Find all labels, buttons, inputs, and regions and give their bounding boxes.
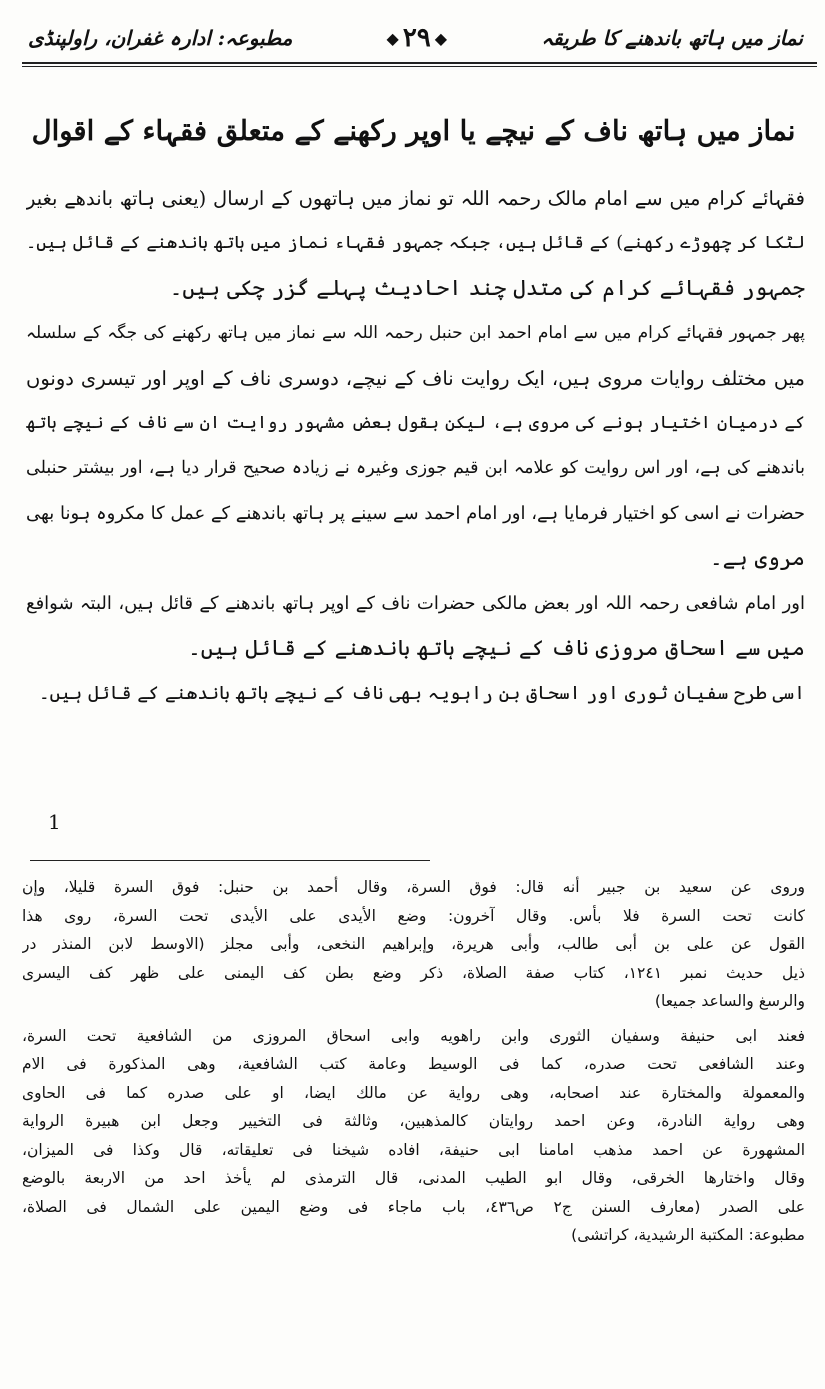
body-text — [26, 176, 805, 716]
footnote-line: مطبوعة: المكتبة الرشيدية، كراتشى) — [571, 1226, 805, 1244]
body-line: لٹکا کر چھوڑے رکھنے) کے قائل ہیں، جبکہ جمہور فقہاء نماز میں ہاتھ باندھنے کے قائل ہیں۔ — [26, 233, 805, 253]
body-line: باندھنے کی ہے، اور اس روایت کو علامہ ابن قیم جوزی وغیرہ نے زیادہ صحیح قرار دیا ہے، اور بیشتر حنبلی — [26, 458, 805, 478]
footnote-line: كانت تحت السرة فلا بأس. وقال آخرون: وضع الأيدى على الأيدى تحت السرة، روى هذا — [22, 906, 805, 925]
header-publisher: مطبوعہ: ادارہ غفران، راولپنڈی — [28, 26, 293, 50]
footnote-line: وقال واختارها الخرقى، وقال ابو الطيب المدنى، قال الترمذى لم يأخذ احد من الاربعة بالوضع — [22, 1169, 805, 1187]
running-header — [28, 18, 803, 58]
body-line: اسی طرح سفیان ثوری اور اسحاق بن راہویہ بھی ناف کے نیچے ہاتھ باندھنے کے قائل ہیں۔ — [38, 683, 805, 704]
page-number-box — [387, 23, 448, 53]
ornament-right-icon: ◆ — [434, 28, 448, 48]
footnotes — [22, 873, 805, 1250]
page-number: ۲۹ — [402, 23, 431, 53]
body-line: میں سے اسحاق مروزی ناف کے نیچے ہاتھ باندھنے کے قائل ہیں۔ — [188, 636, 805, 661]
footnote-line: المشهورة عن احمد مذهب امامنا ابى حنيفة، افاده شيخنا فى تعليقاته، قال وكذا فى الميزان، — [22, 1140, 805, 1159]
footnote-line: فعند ابى حنيفة وسفيان الثورى وابن راهويه وابى اسحاق المروزى من الشافعية تحت السرة، — [22, 1026, 805, 1045]
body-line: جمہور فقہائے کرام کی متدل چند احادیث پہلے گزر چکی ہیں۔ — [169, 276, 805, 301]
body-line: کے درمیان اختیار ہونے کی مروی ہے، لیکن بقول بعض مشہور روایت ان سے ناف کے نیچے ہاتھ — [26, 413, 805, 433]
footnote-line: والرسغ والساعد جميعا) — [654, 992, 805, 1010]
section-heading: نماز میں ہاتھ ناف کے نیچے یا اوپر رکھنے کے متعلق فقہاء کے اقوال — [31, 115, 796, 147]
header-rule-thin — [22, 66, 817, 67]
footnote-marker: 1 — [48, 810, 61, 834]
footnote-line: وروی عن سعید بن جبیر أنه قال: فوق السرة، وقال أحمد بن حنبل: فوق السرة قليلا، وإن — [22, 878, 805, 896]
header-rule — [22, 62, 817, 64]
footnote-line: وعند الشافعى تحت صدره، كما فى الوسيط وعامة كتب الشافعية، وهى المذكورة فى الام — [22, 1055, 805, 1073]
body-line: میں مختلف روایات مروی ہیں، ایک روایت ناف کے نیچے، دوسری ناف کے اوپر اور تیسری دونوں — [26, 367, 805, 390]
footnote-divider — [30, 860, 430, 861]
footnote-line: وهى رواية النادرة، وعن احمد روايتان كالمذهبين، وثالثة فى التخيير وجعل ابن هبيرة الرواية — [22, 1112, 805, 1130]
footnote-line: ذيل حديث نمبر ١٢٤١، كتاب صفة الصلاة، ذكر وضع بطن كف اليمنى على ظهر كف اليسرى — [22, 963, 805, 982]
header-title: نماز میں ہاتھ باندھنے کا طریقہ — [541, 26, 803, 50]
footnote-line: على الصدر (معارف السنن ج٢ ص٤٣٦، باب ماجاء فى وضع اليمين على الشمال فى الصلاة، — [22, 1197, 805, 1216]
footnote-line: والمعمولة والمختارة عند اصحابه، وهى رواية عن مالك ايضا، او على صدره كما فى الحاوى — [22, 1083, 805, 1102]
body-line: مروی ہے۔ — [709, 546, 805, 571]
body-line: اور امام شافعی رحمہ اللہ اور بعض مالکی حضرات ناف کے اوپر ہاتھ باندھنے کے قائل ہیں، البتہ شوافع — [26, 593, 805, 614]
body-line: پھر جمہور فقہائے کرام میں سے امام احمد ابن حنبل رحمہ اللہ سے نماز میں ہاتھ رکھنے کی جگہ کے سلسلہ — [26, 323, 805, 343]
body-line: فقہائے کرام میں سے امام مالک رحمہ اللہ تو نماز میں ہاتھوں کے ارسال (یعنی ہاتھ باندھے بغیر — [26, 187, 805, 210]
body-line: حضرات نے اسی کو اختیار فرمایا ہے، اور امام احمد سے سینے پر ہاتھ باندھنے کے عمل کا مکروہ ہونا بھی — [26, 503, 805, 524]
footnote-line: القول عن على بن أبى طالب، وأبى هريرة، وإبراهيم النخعى، وأبى مجلز (الاوسط لابن المنذر در — [22, 935, 805, 953]
ornament-left-icon: ◆ — [386, 28, 399, 48]
